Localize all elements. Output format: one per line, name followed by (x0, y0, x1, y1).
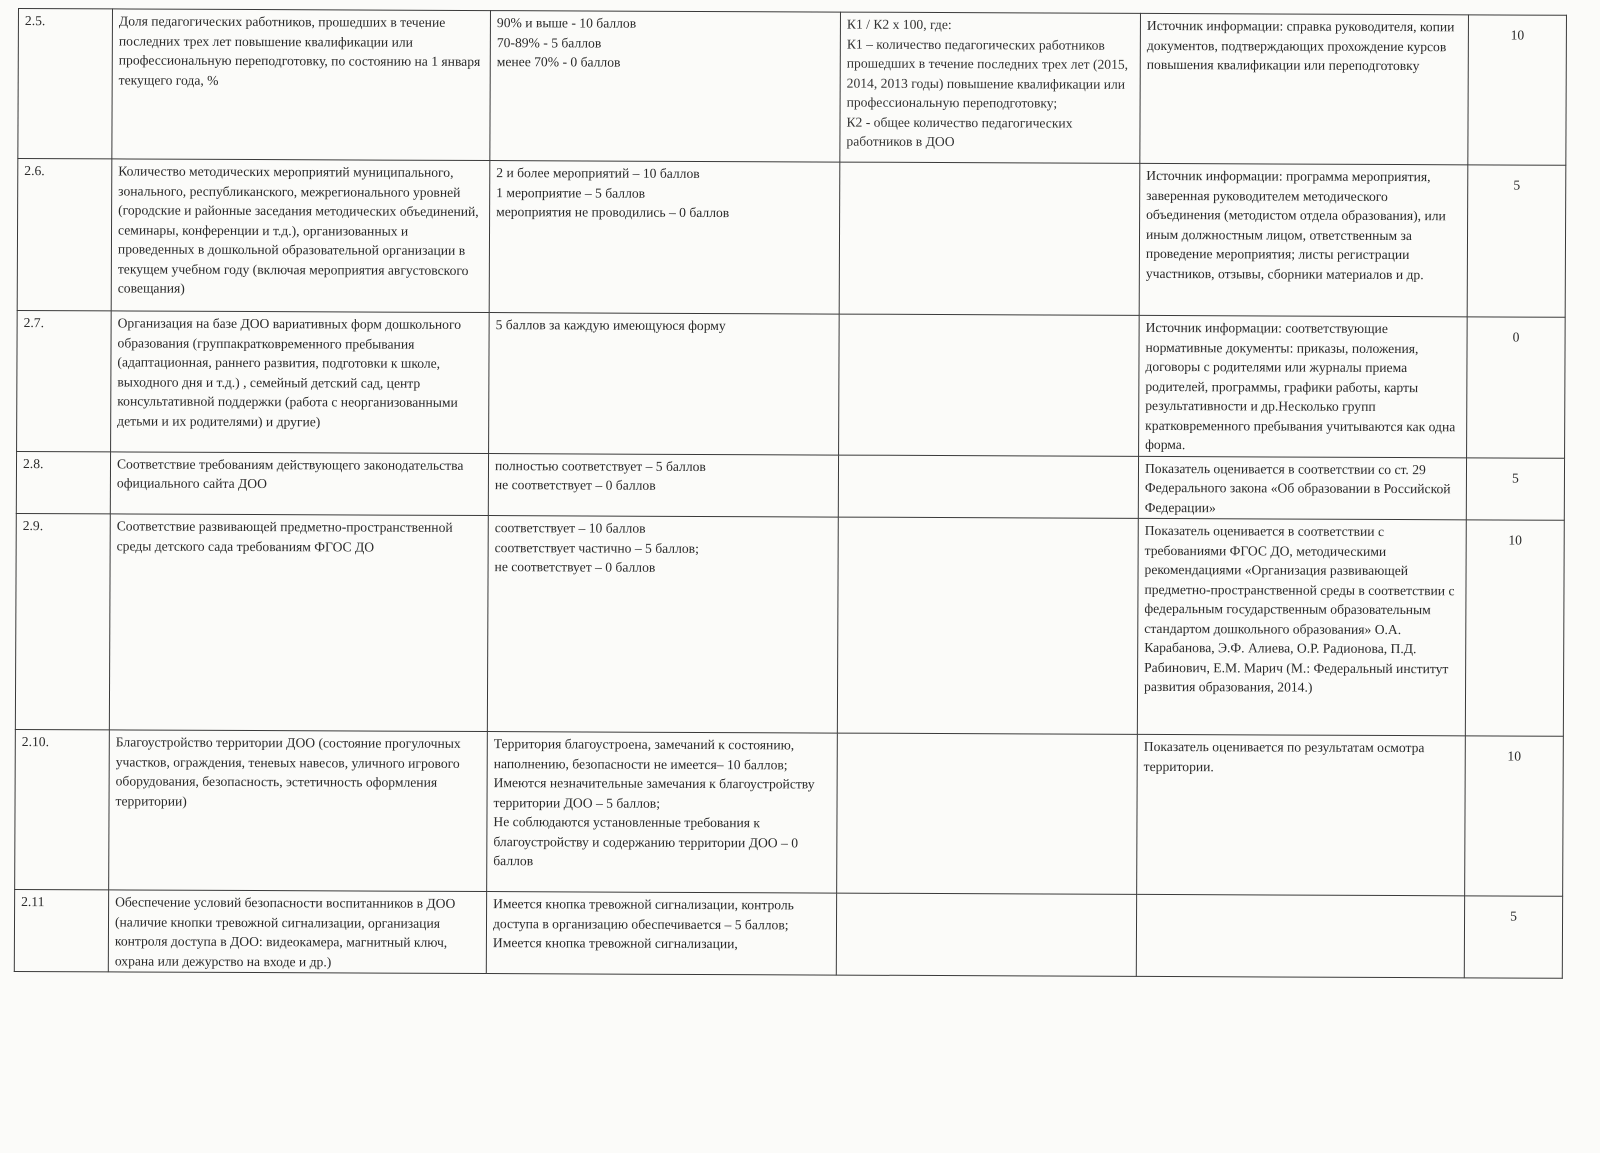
formula-cell (836, 893, 1136, 976)
criteria-line: 2 и более мероприятий – 10 баллов (496, 165, 700, 181)
indicator-cell: Соответствие развивающей предметно-пространственной среды детского сада требованиям ФГОС ДО (109, 514, 488, 732)
criteria-line: Территория благоустроена, замечаний к состоянию, наполнению, безопасности не имеется– 10 баллов; (493, 736, 795, 772)
criteria-line: Имеется кнопка тревожной сигнализации, (492, 935, 738, 952)
criteria-line: соответствует частично – 5 баллов; (494, 539, 699, 556)
criteria-line: не соответствует – 0 баллов (494, 477, 656, 493)
source-cell: Источник информации: соответствующие нормативные документы: приказы, положения, договоры с родителями или журналы приема родителей, программы, графики работы, карты результативности и др.Несколько групп кратковременного пребывания учитываются как одна форма. (1139, 315, 1468, 457)
score-cell: 5 (1466, 457, 1564, 520)
formula-line: К2 - общее количество педагогических работников в ДОО (846, 114, 1073, 150)
criteria-line: мероприятия не проводились – 0 баллов (496, 204, 730, 221)
criteria-line: соответствует – 10 баллов (494, 520, 646, 536)
criteria-line: не соответствует – 0 баллов (494, 559, 656, 575)
score-cell: 10 (1465, 520, 1564, 736)
row-number: 2.6. (17, 159, 112, 311)
criteria-cell (489, 161, 840, 315)
source-cell: Показатель оценивается по результатам осмотра территории. (1137, 734, 1466, 895)
criteria-line: Имеется кнопка тревожной сигнализации, контроль доступа в организацию обеспечивается – 5 баллов; (492, 896, 794, 932)
criteria-cell (487, 732, 838, 894)
formula-cell (837, 517, 1138, 734)
source-cell: Показатель оценивается в соответствии со ст. 29 Федерального закона «Об образовании в Российской Федерации» (1138, 456, 1466, 520)
table-row (17, 159, 1566, 318)
score-cell: 10 (1468, 15, 1567, 165)
table-row (14, 889, 1562, 978)
row-number: 2.10. (15, 729, 110, 889)
score-cell: 0 (1467, 317, 1566, 458)
table-row (16, 451, 1564, 520)
criteria-line: полностью соответствует – 5 баллов (494, 457, 706, 474)
formula-cell (839, 314, 1140, 456)
formula-cell (837, 733, 1138, 894)
table-row (15, 513, 1564, 736)
formula-cell (838, 455, 1138, 519)
indicator-cell: Доля педагогических работников, прошедших в течение последних трех лет повышение квалификации или профессиональную переподготовку, по состоянию на 1 января текущего года, % (112, 9, 491, 161)
score-cell: 10 (1465, 736, 1564, 896)
indicator-cell: Благоустройство территории ДОО (состояние прогулочных участков, ограждения, теневых навесов, уличного игрового оборудования, безопасность, эстетичность оформления территории) (109, 730, 488, 892)
row-number: 2.5. (18, 9, 113, 159)
indicator-cell: Организация на базе ДОО вариативных форм дошкольного образования (группакратковременного пребывания (адаптационная, раннего развития, подготовки к школе, выходного дня и т.д.) , семейный детский сад, центр консультативной поддержки (работа с неорганизованными детьми и их родителями) и другие) (111, 311, 490, 453)
indicator-cell: Количество методических мероприятий муниципального, зонального, республиканского, межрегионального уровней (городские и районные заседания методических объединений, семинары, конференции и т.д.), организованных и проведенных в дошкольной образовательной организации в текущем учебном году (включая мероприятия августовского совещания) (111, 159, 490, 313)
row-number: 2.11 (14, 889, 108, 971)
criteria-line: Не соблюдаются установленные требования к благоустройству и содержанию территории ДОО – 0 баллов (493, 814, 799, 869)
score-cell: 5 (1464, 896, 1562, 978)
criteria-line: 70-89% - 5 баллов (496, 34, 602, 51)
formula-line: К1 – количество педагогических работников прошедших в течение последних трех лет (2015, 2014, 2013 годы) повышение квалификации или профессиональную переподготовку; (846, 36, 1129, 111)
formula-cell (839, 162, 1140, 315)
criteria-line: 90% и выше - 10 баллов (496, 15, 637, 31)
criteria-cell (486, 892, 836, 976)
criteria-table (14, 8, 1567, 979)
row-number: 2.9. (15, 513, 110, 729)
row-number: 2.7. (17, 310, 112, 451)
source-cell: Источник информации: программа мероприятия, заверенная руководителем методического объединения (методистом отдела образования), или иным должностным лицом, ответственным за проведение мероприятия; листы регистрации участников, отзывы, сборники материалов и др. (1139, 163, 1468, 316)
criteria-cell (490, 11, 841, 163)
criteria-cell (488, 453, 838, 517)
criteria-line: Имеются незначительные замечания к благоустройству территории ДОО – 5 баллов; (493, 775, 815, 811)
indicator-cell: Обеспечение условий безопасности воспитанников в ДОО (наличие кнопки тревожной сигнализации, организация контроля доступа в ДОО: видеокамера, магнитный ключ, охрана или дежурство на входе и др.) (108, 890, 486, 974)
criteria-line: 5 баллов за каждую имеющуюся форму (495, 317, 726, 334)
formula-line: К1 / К2 х 100, где: (846, 16, 952, 33)
source-cell (1136, 894, 1464, 977)
table-row (17, 310, 1566, 457)
criteria-cell (489, 313, 840, 455)
row-number: 2.8. (16, 451, 110, 514)
table-row (15, 729, 1564, 896)
indicator-cell: Соответствие требованиям действующего законодательства официального сайта ДОО (110, 451, 488, 515)
criteria-line: менее 70% - 0 баллов (496, 54, 621, 70)
source-cell: Источник информации: справка руководителя, копии документов, подтверждающих прохождение курсов повышения квалификации или переподготовку (1140, 13, 1469, 164)
formula-cell (840, 12, 1141, 163)
criteria-cell (487, 516, 838, 734)
criteria-line: 1 мероприятие – 5 баллов (496, 184, 646, 201)
table-row (18, 9, 1567, 166)
score-cell: 5 (1467, 165, 1566, 317)
source-cell: Показатель оценивается в соответствии с требованиями ФГОС ДО, методическими рекомендациями «Организация развивающей предметно-пространственной среды в соответствии с федеральным государственным образовательным стандартом дошкольного образования» О.А. Карабанова, Э.Ф. Алиева, О.Р. Радионова, П.Д. Рабинович, Е.М. Марич (М.: Федеральный институт развития образования, 2014.) (1137, 518, 1466, 735)
